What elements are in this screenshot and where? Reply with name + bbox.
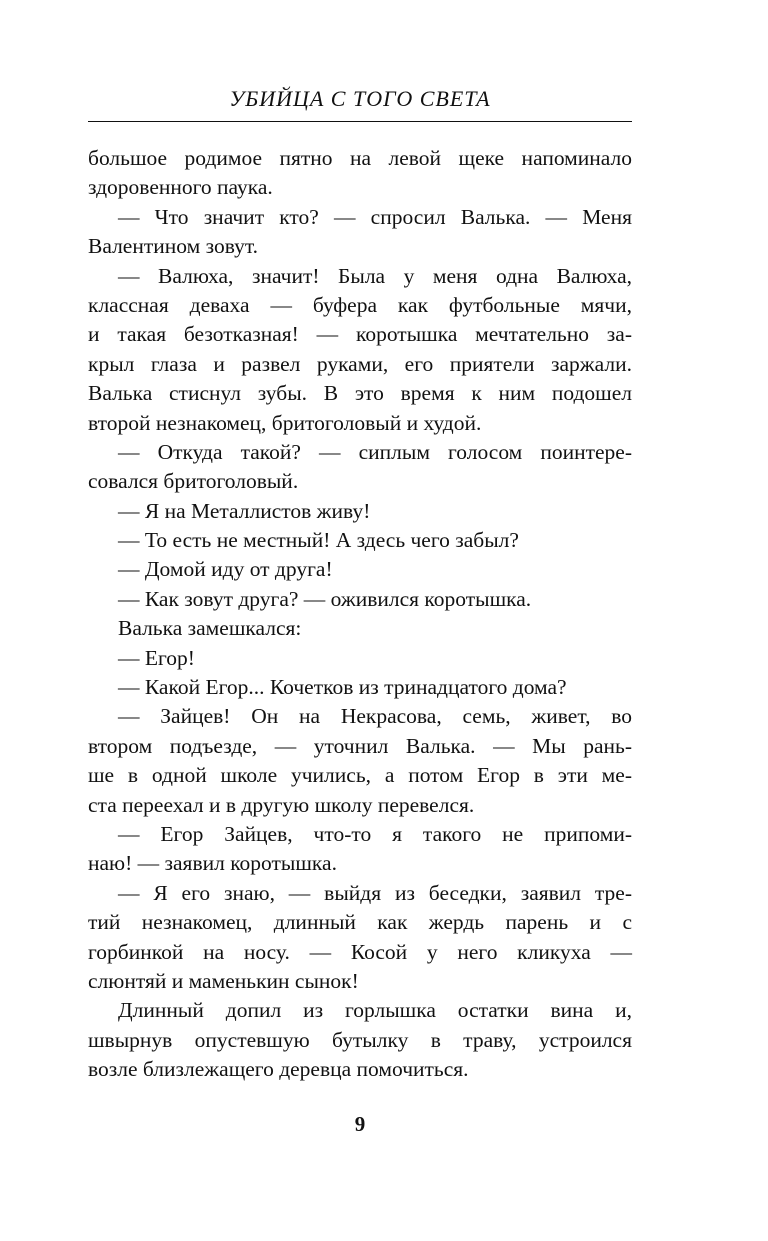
text-line: — Что значит кто? — спросил Валька. — Меня [118,204,632,229]
text-line: тий незнакомец, длинный как жердь парень и с [88,910,632,935]
text-line: ста переехал и в другую школу перевелся. [88,792,475,817]
text-line: — Я на Металлистов живу! [118,498,371,523]
body-text [88,144,632,1085]
text-line: классная деваха — буфера как футбольные мячи, [88,292,632,317]
text-line: — Откуда такой? — сиплым голосом поинтере- [118,439,632,464]
header-rule [88,121,632,122]
text-line: ше в одной школе учились, а потом Егор в эти ме- [88,763,632,788]
text-line: и такая безотказная! — коротышка мечтательно за- [88,322,632,347]
running-title: УБИЙЦА С ТОГО СВЕТА [229,86,491,111]
text-line: — Валюха, значит! Была у меня одна Валюха, [118,263,632,288]
text-line: Валентином зовут. [88,234,259,259]
text-line: — Какой Егор... Кочетков из тринадцатого дома? [118,675,567,700]
text-line: крыл глаза и развел руками, его приятели заржали. [88,351,632,376]
page-number: 9 [354,1112,366,1136]
text-line: здоровенного паука. [88,175,273,200]
text-line: втором подъезде, — уточнил Валька. — Мы рань- [88,733,632,758]
text-line: Длинный допил из горлышка остатки вина и, [118,998,632,1023]
text-line: Валька замешкался: [118,616,302,641]
text-line: горбинкой на носу. — Косой у него кликуха — [88,939,632,964]
text-line: второй незнакомец, бритоголовый и худой. [88,410,482,435]
text-line: — Зайцев! Он на Некрасова, семь, живет, во [118,704,632,729]
text-line: большое родимое пятно на левой щеке напоминало [88,146,632,170]
text-line: — Домой иду от друга! [118,557,333,582]
text-line: слюнтяй и маменькин сынок! [88,968,359,993]
text-line: возле близлежащего деревца помочиться. [88,1057,469,1082]
text-line: Валька стиснул зубы. В это время к ним подошел [88,381,632,406]
text-line: — То есть не местный! А здесь чего забыл? [118,528,519,553]
text-line: — Я его знаю, — выйдя из беседки, заявил тре- [118,880,632,905]
text-line: наю! — заявил коротышка. [88,851,337,876]
text-line: совался бритоголовый. [88,469,299,494]
text-line: швырнув опустевшую бутылку в траву, устроился [88,1027,632,1052]
text-line: — Егор! [118,645,195,670]
text-line: — Егор Зайцев, что-то я такого не припоми- [118,821,632,846]
text-line: — Как зовут друга? — оживился коротышка. [118,586,532,611]
